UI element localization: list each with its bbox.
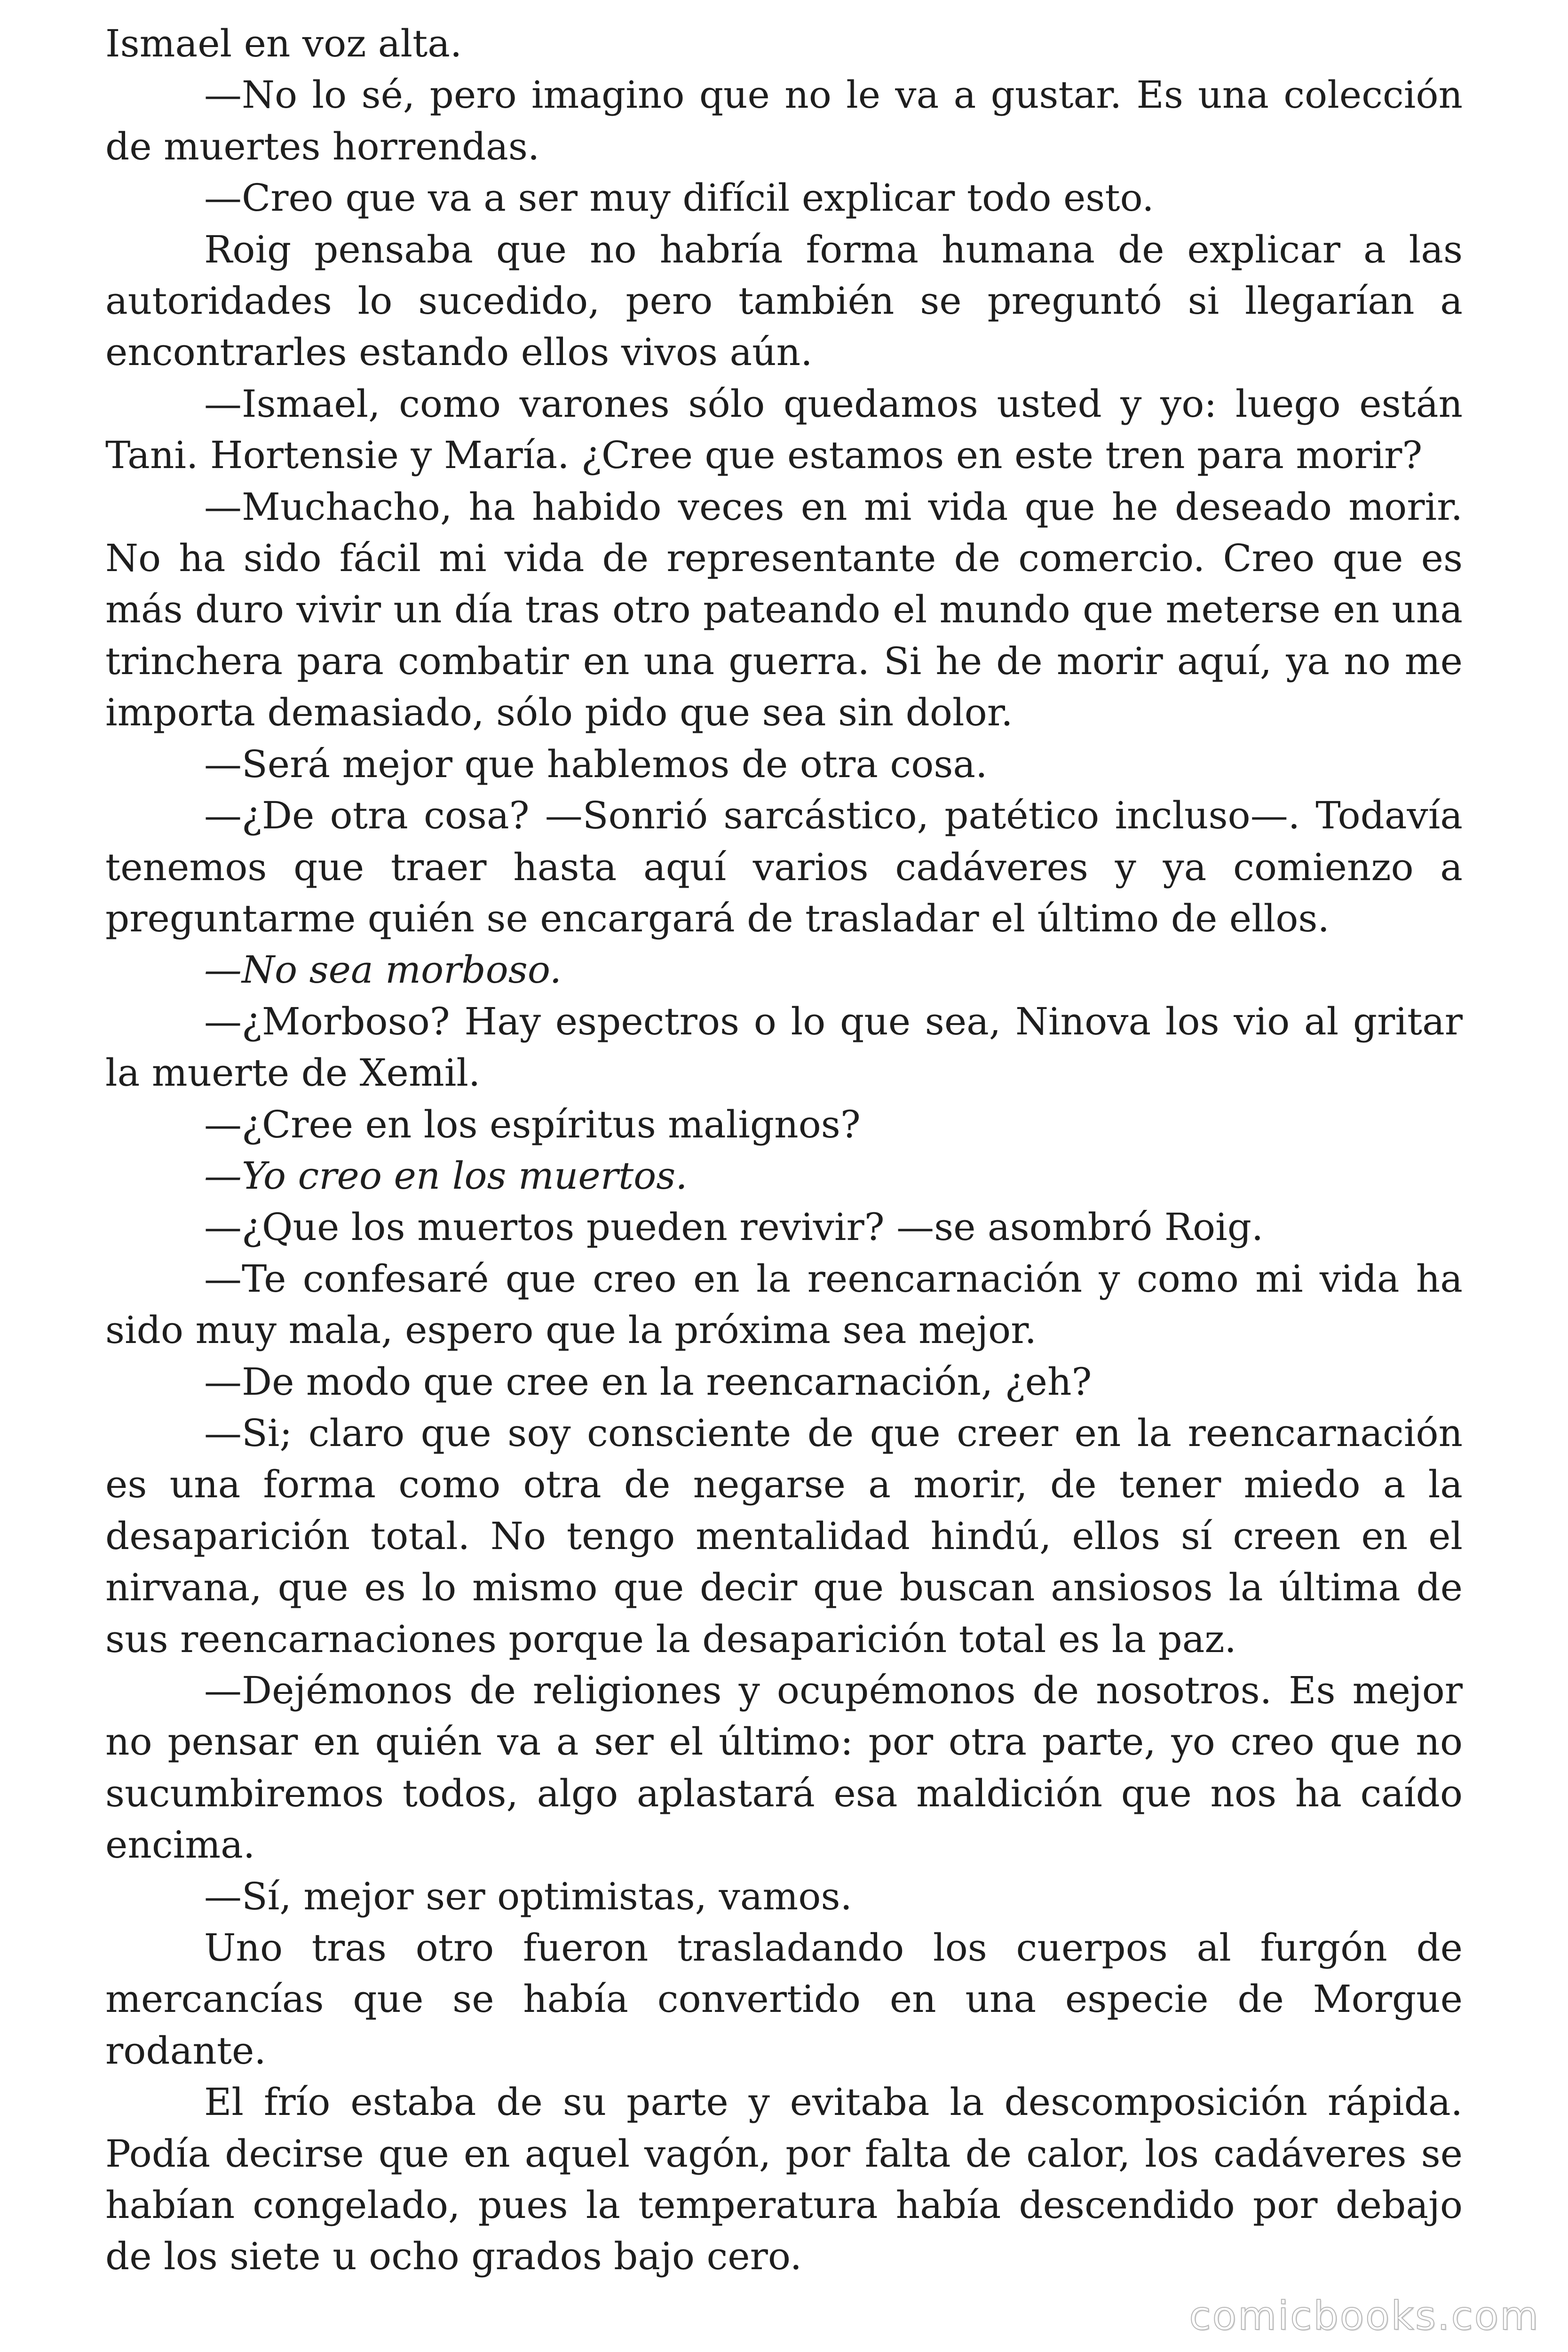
page-text [105,18,1463,2282]
paragraph-13: —Te confesaré que creo en la reencarnación y como mi vida ha sido muy mala, espero que la próxima sea mejor. [105,1256,1463,1352]
paragraph-3: Roig pensaba que no habría forma humana de explicar a las autoridades lo sucedido, pero también se preguntó si llegarían a encontrarles estando ellos vivos aún. [105,227,1463,374]
paragraph-12: —¿Que los muertos pueden revivir? —se asombró Roig. [204,1205,1264,1249]
paragraph-16: —Dejémonos de religiones y ocupémonos de nosotros. Es mejor no pensar en quién va a ser el último: por otra parte, yo creo que no sucumbiremos todos, algo aplastará esa maldición que nos ha caído encima. [105,1669,1463,1867]
paragraph-14: —De modo que cree en la reencarnación, ¿eh? [204,1359,1092,1404]
watermark-text: comicbooks.com [1189,2293,1540,2339]
paragraph-15: —Si; claro que soy consciente de que creer en la reencarnación es una forma como otra de negarse a morir, de tener miedo a la desaparición total. No tengo mentalidad hindú, ellos sí creen en el nirvana, que es lo mismo que decir que buscan ansiosos la última de sus reencarnaciones porque la desaparición total es la paz. [105,1411,1463,1661]
paragraph-1: —No lo sé, pero imagino que no le va a gustar. Es una colección de muertes horrendas. [105,73,1463,168]
paragraph-19: El frío estaba de su parte y evitaba la descomposición rápida. Podía decirse que en aquel vagón, por falta de calor, los cadáveres se habían congelado, pues la temperatura había descendido por debajo de los siete u ocho grados bajo cero. [105,2080,1463,2279]
paragraph-4: —Ismael, como varones sólo quedamos usted y yo: luego están Tani. Hortensie y María. ¿Cree que estamos en este tren para morir? [105,381,1463,477]
paragraph-9: —¿Morboso? Hay espectros o lo que sea, Ninova los vio al gritar la muerte de Xemil. [105,999,1463,1095]
paragraph-2: —Creo que va a ser muy difícil explicar todo esto. [204,176,1154,220]
paragraph-6: —Será mejor que hablemos de otra cosa. [204,742,988,786]
paragraph-0: Ismael en voz alta. [105,22,462,65]
paragraph-8: —No sea morboso. [204,948,562,992]
paragraph-18: Uno tras otro fueron trasladando los cuerpos al furgón de mercancías que se había convertido en una especie de Morgue rodante. [105,1926,1463,2073]
paragraph-7: —¿De otra cosa? —Sonrió sarcástico, patético incluso—. Todavía tenemos que traer hasta aquí varios cadáveres y ya comienzo a preguntarme quién se encargará de trasladar el último de ellos. [105,794,1463,940]
paragraph-10: —¿Cree en los espíritus malignos? [204,1102,861,1146]
paragraph-17: —Sí, mejor ser optimistas, vamos. [204,1874,852,1918]
paragraph-5: —Muchacho, ha habido veces en mi vida que he deseado morir. No ha sido fácil mi vida de representante de comercio. Creo que es más duro vivir un día tras otro pateando el mundo que meterse en una trinchera para combatir en una guerra. Si he de morir aquí, ya no me importa demasiado, sólo pido que sea sin dolor. [105,485,1463,735]
paragraph-11: —Yo creo en los muertos. [204,1153,688,1198]
